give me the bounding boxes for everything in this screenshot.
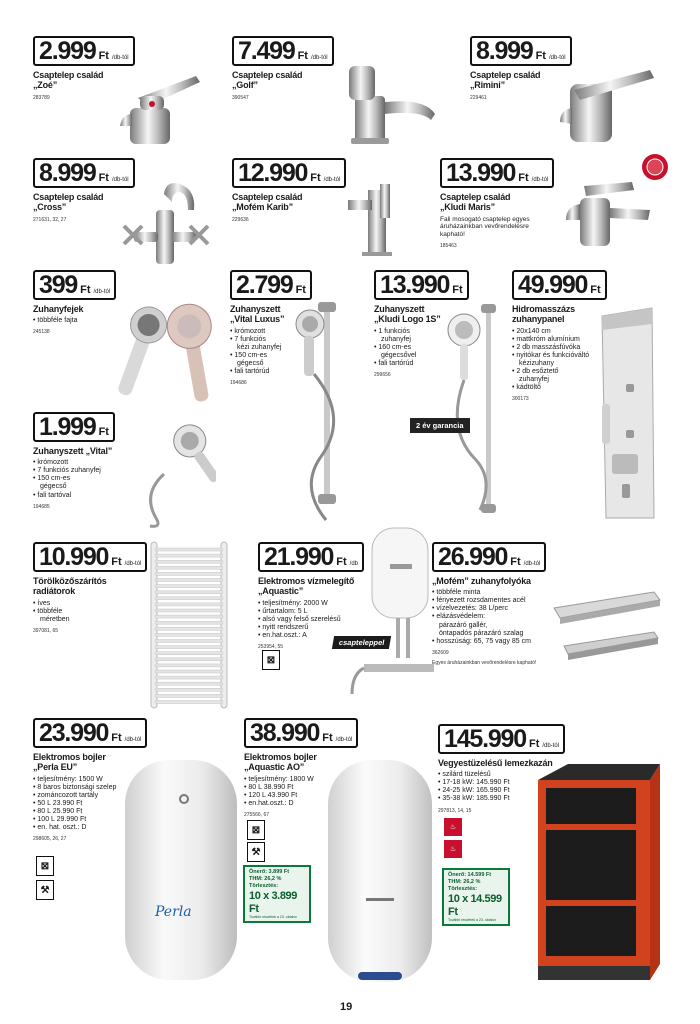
product-code: 271631, 32, 27 <box>33 216 67 223</box>
radiator-rung <box>155 664 223 667</box>
product-code: 245138 <box>33 329 50 336</box>
installment-label: Törlesztés: <box>249 883 279 890</box>
price-currency: Ft <box>336 556 347 568</box>
radiator-rung <box>155 566 223 569</box>
price-unit: /db-tól <box>310 55 328 61</box>
product-title: Csaptelep család „Rimini” <box>470 70 541 91</box>
product-code: 275566, 67 <box>244 811 270 818</box>
product-code: 390547 <box>232 94 249 101</box>
availability-note: Egyes áruházainkban vevőrendelésre kapható! <box>432 659 537 666</box>
radiator-rung <box>155 615 223 618</box>
flammable-icon: ♨ <box>444 840 462 858</box>
product-code: 253954, 55 <box>258 643 284 650</box>
price-value: 26.990 <box>438 543 508 571</box>
product-vital <box>33 412 148 510</box>
price-currency: Ft <box>98 426 109 438</box>
price-currency: Ft <box>98 50 109 62</box>
feature-list: • szilárd tüzelésű • 17-18 kW: 145.990 Ft • 24-25 kW: 165.990 Ft • 35-38 kW: 185.990 Ft <box>438 771 588 803</box>
price-tag <box>440 158 554 188</box>
feature-list: • teljesítmény: 1500 W • 8 baros biztonsági szelep • zománcozott tartály • 50 L 23.990 Ft • 80 L 25.990 Ft • 100 L 29.990 Ft • en. hat. oszt.: D <box>33 776 158 832</box>
down-payment: Önerő: 14.599 Ft <box>448 872 492 878</box>
product-title: Csaptelep család „Zoé” <box>33 70 104 91</box>
weee-disposal-icon: ⊠ <box>262 650 280 670</box>
product-title: Zuhanyszett „Kludi Logo 1S” <box>374 304 441 325</box>
price-tag <box>33 412 115 442</box>
price-tag <box>512 270 607 300</box>
product-torolkozo <box>33 542 153 634</box>
price-tag <box>33 270 116 300</box>
price-value: 38.990 <box>250 719 320 747</box>
price-value: 399 <box>39 271 78 299</box>
weee-disposal-icon: ⊠ <box>247 820 265 840</box>
price-value: 23.990 <box>39 719 109 747</box>
product-title: Zuhanyfejek <box>33 304 84 314</box>
product-code: 297813, 14, 15 <box>438 807 472 814</box>
radiator-rung <box>155 572 223 575</box>
product-code: 298605, 26, 27 <box>33 836 67 843</box>
radiator-rung <box>155 701 223 704</box>
feature-list: • 20x140 cm • mattkróm alumínium • 2 db masszásfúvóka • nyitókar és funkcióváltó kézizuhany • 2 db esőztető zuhanyfej • kádtöltő <box>512 328 662 392</box>
radiator-rung <box>155 688 223 691</box>
price-currency: Ft <box>297 50 308 62</box>
price-currency: Ft <box>322 732 333 744</box>
price-tag <box>232 158 346 188</box>
price-tag <box>432 542 546 572</box>
feature-list: • 1 funkciós zuhanyfej • 160 cm-es gégecsővel • fali tartórúd <box>374 328 469 368</box>
radiator-rung <box>155 597 223 600</box>
product-code: 362609 <box>432 649 449 656</box>
price-unit: /db-tól <box>335 737 353 743</box>
price-currency: Ft <box>111 732 122 744</box>
radiator-rung <box>155 621 223 624</box>
boiler-stove-image <box>528 760 660 992</box>
radiator-rung <box>155 670 223 673</box>
price-tag <box>33 36 135 66</box>
price-unit: /db-tól <box>531 177 549 183</box>
price-currency: Ft <box>98 172 109 184</box>
price-value: 21.990 <box>264 543 334 571</box>
product-title: „Mofém” zuhanyfolyóka <box>432 576 531 586</box>
kludi-logo-shower-set-image <box>436 300 508 522</box>
product-title: Zuhanyszett „Vital” <box>33 446 113 456</box>
radiator-rung <box>155 591 223 594</box>
feature-list: • többféle minta • fényezett rozsdamentes acél • vízelvezetés: 38 L/perc • elázásvédelem: párazáró gallér, öntapadós párazáró szalag • hosszúság: 65, 75 vagy 85 cm <box>432 589 662 645</box>
price-currency: Ft <box>310 172 321 184</box>
perla-brand-logo: Perla <box>155 904 192 920</box>
price-tag <box>244 718 358 748</box>
price-currency: Ft <box>452 284 463 296</box>
faucet-rimini-image <box>560 64 660 146</box>
price-value: 8.999 <box>476 37 533 65</box>
price-tag <box>230 270 312 300</box>
radiator-rung <box>155 609 223 612</box>
faucet-kludi-maris-image <box>560 168 660 258</box>
vital-luxus-shower-set-image <box>290 298 362 528</box>
price-currency: Ft <box>295 284 306 296</box>
feature-list: • teljesítmény: 2000 W • űrtartalom: 5 L • alsó vagy felső szerelésű • nyitt rendszerű • en.hat.oszt.: A <box>258 600 378 640</box>
price-value: 12.990 <box>238 159 308 187</box>
price-value: 145.990 <box>444 725 526 753</box>
price-unit: /db-tól <box>111 55 129 61</box>
installment-label: Törlesztés: <box>448 886 478 893</box>
price-value: 2.999 <box>39 37 96 65</box>
radiator-rung <box>155 694 223 697</box>
down-payment: Önerő: 3.899 Ft <box>249 869 290 875</box>
base-ring-icon <box>358 972 402 980</box>
price-tag <box>470 36 572 66</box>
vital-shower-set-image <box>136 424 216 528</box>
price-unit: /db-tól <box>548 55 566 61</box>
perla-boiler-image <box>125 760 237 980</box>
price-value: 49.990 <box>518 271 588 299</box>
price-value: 13.990 <box>446 159 516 187</box>
price-unit: /db-tól <box>523 561 541 567</box>
product-code: 229636 <box>232 216 249 223</box>
radiator-rung <box>155 646 223 649</box>
price-value: 13.990 <box>380 271 450 299</box>
faucet-cross-image <box>110 180 222 266</box>
financing-box <box>243 865 311 923</box>
product-description: Fali mosogató csaptelep egyes áruházainkban vevőrendelésre kapható! <box>440 215 530 239</box>
product-title: Vegyestüzelésű lemezkazán <box>438 758 553 768</box>
product-title: Elektromos vízmelegítő „Aquastic” <box>258 576 355 597</box>
radiator-rung <box>155 579 223 582</box>
brand-plate-icon <box>366 898 394 901</box>
product-title: Törölközőszárítós radiátorok <box>33 576 107 597</box>
price-tag <box>438 724 565 754</box>
price-currency: Ft <box>510 556 521 568</box>
installment-amount: 10 x 14.599 Ft <box>448 893 502 918</box>
radiator-rung <box>155 640 223 643</box>
financing-box <box>442 868 510 926</box>
product-title: Csaptelep család „Kludi Maris” <box>440 192 511 213</box>
product-title: Csaptelep család „Cross” <box>33 192 104 213</box>
price-currency: Ft <box>535 50 546 62</box>
feature-list: • íves • többféle méretben <box>33 600 153 624</box>
price-unit: /db-tól <box>124 561 142 567</box>
financing-note: További részletek a 23. oldalon <box>249 914 298 919</box>
product-code: 194685 <box>33 503 50 510</box>
shower-drain-image <box>550 588 664 672</box>
price-value: 7.499 <box>238 37 295 65</box>
price-unit: /db-tól <box>93 289 111 295</box>
installment-amount: 10 x 3.899 Ft <box>249 890 297 915</box>
price-unit: /db <box>349 561 358 567</box>
financing-note: További részletek a 23. oldalon <box>448 917 497 922</box>
feature-list: • többféle fajta <box>33 317 148 325</box>
product-title: Hidromasszázs zuhanypanel <box>512 304 575 325</box>
price-unit: /db-tól <box>124 737 142 743</box>
price-tag <box>33 542 147 572</box>
price-value: 10.990 <box>39 543 109 571</box>
product-code: 299656 <box>374 371 391 378</box>
product-title: Zuhanyszett „Vital Luxus” <box>230 304 285 325</box>
radiator-rung <box>155 603 223 606</box>
tools-icon: ⚒ <box>247 842 265 862</box>
tools-icon: ⚒ <box>36 880 54 900</box>
radiator-rung <box>155 658 223 661</box>
fire-hazard-icon: ♨ <box>444 818 462 836</box>
with-faucet-tag: csapteleppel <box>332 636 392 649</box>
towel-radiator-image <box>145 540 235 710</box>
product-title: Csaptelep család „Golf” <box>232 70 303 91</box>
faucet-karib-image <box>340 180 420 260</box>
price-tag <box>258 542 364 572</box>
price-currency: Ft <box>80 284 91 296</box>
product-title: Elektromos bojler „Perla EU” <box>33 752 106 773</box>
thm-rate: THM: 26,2 % <box>249 876 282 883</box>
price-value: 1.999 <box>39 413 96 441</box>
aquastic-water-heater-image <box>350 524 442 704</box>
faucet-zoe-image <box>118 68 208 148</box>
feature-list: • krómozott • 7 funkciós kézi zuhanyfej • 150 cm-es gégecső • fali tartórúd <box>230 328 325 376</box>
product-code: 397081, 65 <box>33 627 59 634</box>
product-title: Elektromos bojler „Aquastic AO” <box>244 752 317 773</box>
product-code: 194686 <box>230 379 247 386</box>
radiator-rung <box>155 585 223 588</box>
radiator-rung <box>155 633 223 636</box>
product-code: 283789 <box>33 94 50 101</box>
price-tag <box>232 36 334 66</box>
price-currency: Ft <box>111 556 122 568</box>
price-currency: Ft <box>528 738 540 750</box>
faucet-golf-image <box>345 58 445 148</box>
aquastic-ao-boiler-image <box>328 760 432 982</box>
radiator-rung <box>155 554 223 557</box>
price-unit: /db-tól <box>111 177 129 183</box>
thm-rate: THM: 26,2 % <box>448 879 481 886</box>
guarantee-badge: 2 év garancia <box>410 418 470 433</box>
page-number: 19 <box>340 1001 353 1013</box>
product-code: 300173 <box>512 396 529 403</box>
radiator-rung <box>155 560 223 563</box>
product-title: Csaptelep család „Mofém Karib” <box>232 192 303 213</box>
price-unit: /db-tól <box>542 743 560 749</box>
price-tag <box>374 270 469 300</box>
hydromassage-panel-image <box>592 304 664 524</box>
radiator-rung <box>155 652 223 655</box>
price-unit: /db-tól <box>323 177 341 183</box>
radiator-rung <box>155 627 223 630</box>
feature-list: • krómozott • 7 funkciós zuhanyfej • 150 cm-es gégecső • fali tartóval <box>33 459 148 499</box>
price-tag <box>33 718 147 748</box>
thermostat-knob-icon <box>179 794 189 804</box>
weee-disposal-icon: ⊠ <box>36 856 54 876</box>
feature-list: • teljesítmény: 1800 W • 80 L 38.990 Ft • 120 L 43.990 Ft • en.hat.oszt.: D <box>244 776 384 808</box>
product-kludi-maris <box>440 158 580 249</box>
price-value: 2.799 <box>236 271 293 299</box>
price-currency: Ft <box>518 172 529 184</box>
price-value: 8.999 <box>39 159 96 187</box>
shower-heads-image <box>112 296 222 406</box>
radiator-rung <box>155 548 223 551</box>
price-currency: Ft <box>590 284 601 296</box>
product-code: 185463 <box>440 243 457 250</box>
radiator-rung <box>155 682 223 685</box>
radiator-rung <box>155 676 223 679</box>
product-code: 229461 <box>470 94 487 101</box>
